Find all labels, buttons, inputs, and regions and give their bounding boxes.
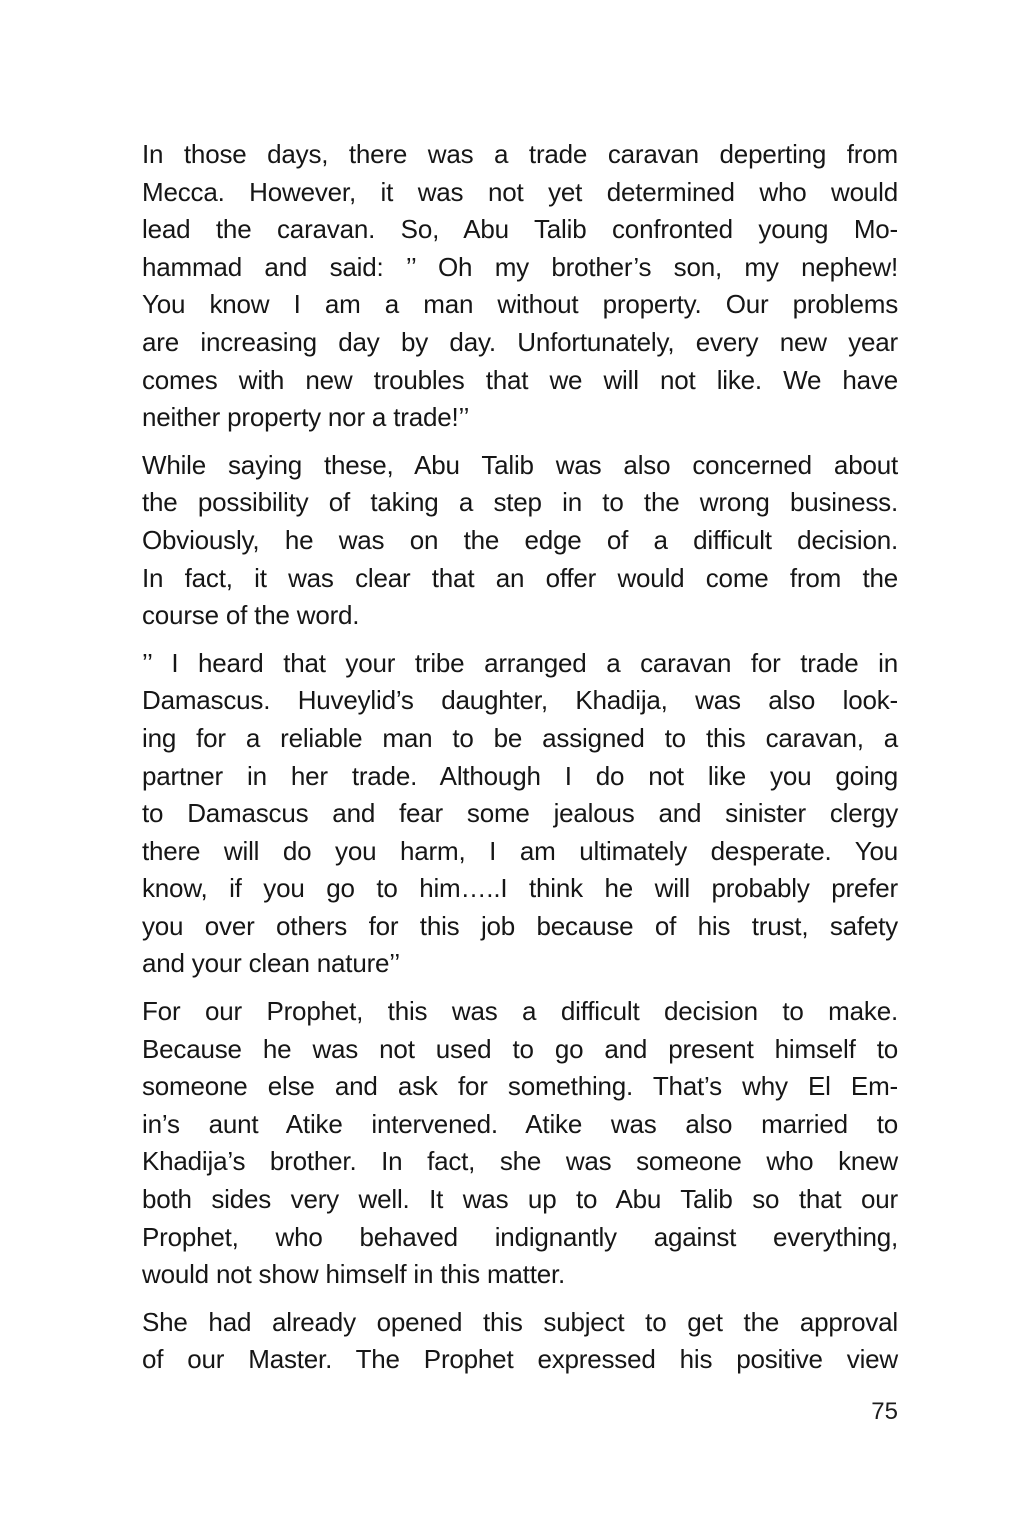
text-line: Mecca. However, it was not yet determined who would (142, 176, 898, 207)
text-line: both sides very well. It was up to Abu Talib so that our (142, 1184, 898, 1215)
text-line: in’s aunt Atike intervened. Atike was also married to (142, 1108, 898, 1139)
text-line: course of the word. (142, 600, 360, 631)
text-line: lead the caravan. So, Abu Talib confronted young Mo- (142, 214, 898, 245)
text-line: would not show himself in this matter. (142, 1259, 566, 1290)
text-line: you over others for this job because of his trust, safety (142, 910, 898, 941)
text-line: Obviously, he was on the edge of a difficult decision. (142, 524, 898, 555)
paragraph (142, 993, 898, 1294)
paragraph (142, 645, 898, 983)
text-line: While saying these, Abu Talib was also concerned about (142, 449, 898, 480)
text-line: comes with new troubles that we will not like. We have (142, 364, 898, 395)
text-line: ing for a reliable man to be assigned to this caravan, a (142, 722, 898, 753)
paragraph (142, 447, 898, 635)
page-number: 75 (871, 1398, 898, 1425)
text-line: there will do you harm, I am ultimately desperate. You (142, 835, 898, 866)
text-line: Prophet, who behaved indignantly against everything, (142, 1221, 898, 1252)
text-line: of our Master. The Prophet expressed his positive view (142, 1344, 898, 1375)
text-line: and your clean nature’’ (142, 948, 400, 979)
text-line: You know I am a man without property. Our problems (142, 289, 898, 320)
paragraph (142, 1304, 898, 1379)
text-line: Khadija’s brother. In fact, she was someone who knew (142, 1146, 898, 1177)
text-line: are increasing day by day. Unfortunately, every new year (142, 326, 898, 357)
text-line: someone else and ask for something. That’s why El Em- (142, 1071, 898, 1102)
text-line: Damascus. Huveylid’s daughter, Khadija, was also look- (142, 685, 898, 716)
text-line: hammad and said: ’’ Oh my brother’s son, my nephew! (142, 251, 898, 282)
text-line: ’’ I heard that your tribe arranged a caravan for trade in (142, 647, 898, 678)
text-line: She had already opened this subject to get the approval (142, 1306, 898, 1337)
text-line: neither property nor a trade!’’ (142, 402, 470, 433)
paragraph (142, 136, 898, 437)
text-line: In fact, it was clear that an offer would come from the (142, 562, 898, 593)
text-line: the possibility of taking a step in to the wrong business. (142, 487, 898, 518)
text-line: In those days, there was a trade caravan deperting from (142, 139, 898, 169)
page-text (142, 136, 898, 1389)
text-line: Because he was not used to go and present himself to (142, 1033, 898, 1064)
text-line: to Damascus and fear some jealous and sinister clergy (142, 798, 898, 829)
text-line: partner in her trade. Although I do not like you going (142, 760, 898, 791)
text-line: For our Prophet, this was a difficult decision to make. (142, 996, 898, 1027)
text-line: know, if you go to him…..I think he will probably prefer (142, 873, 898, 904)
